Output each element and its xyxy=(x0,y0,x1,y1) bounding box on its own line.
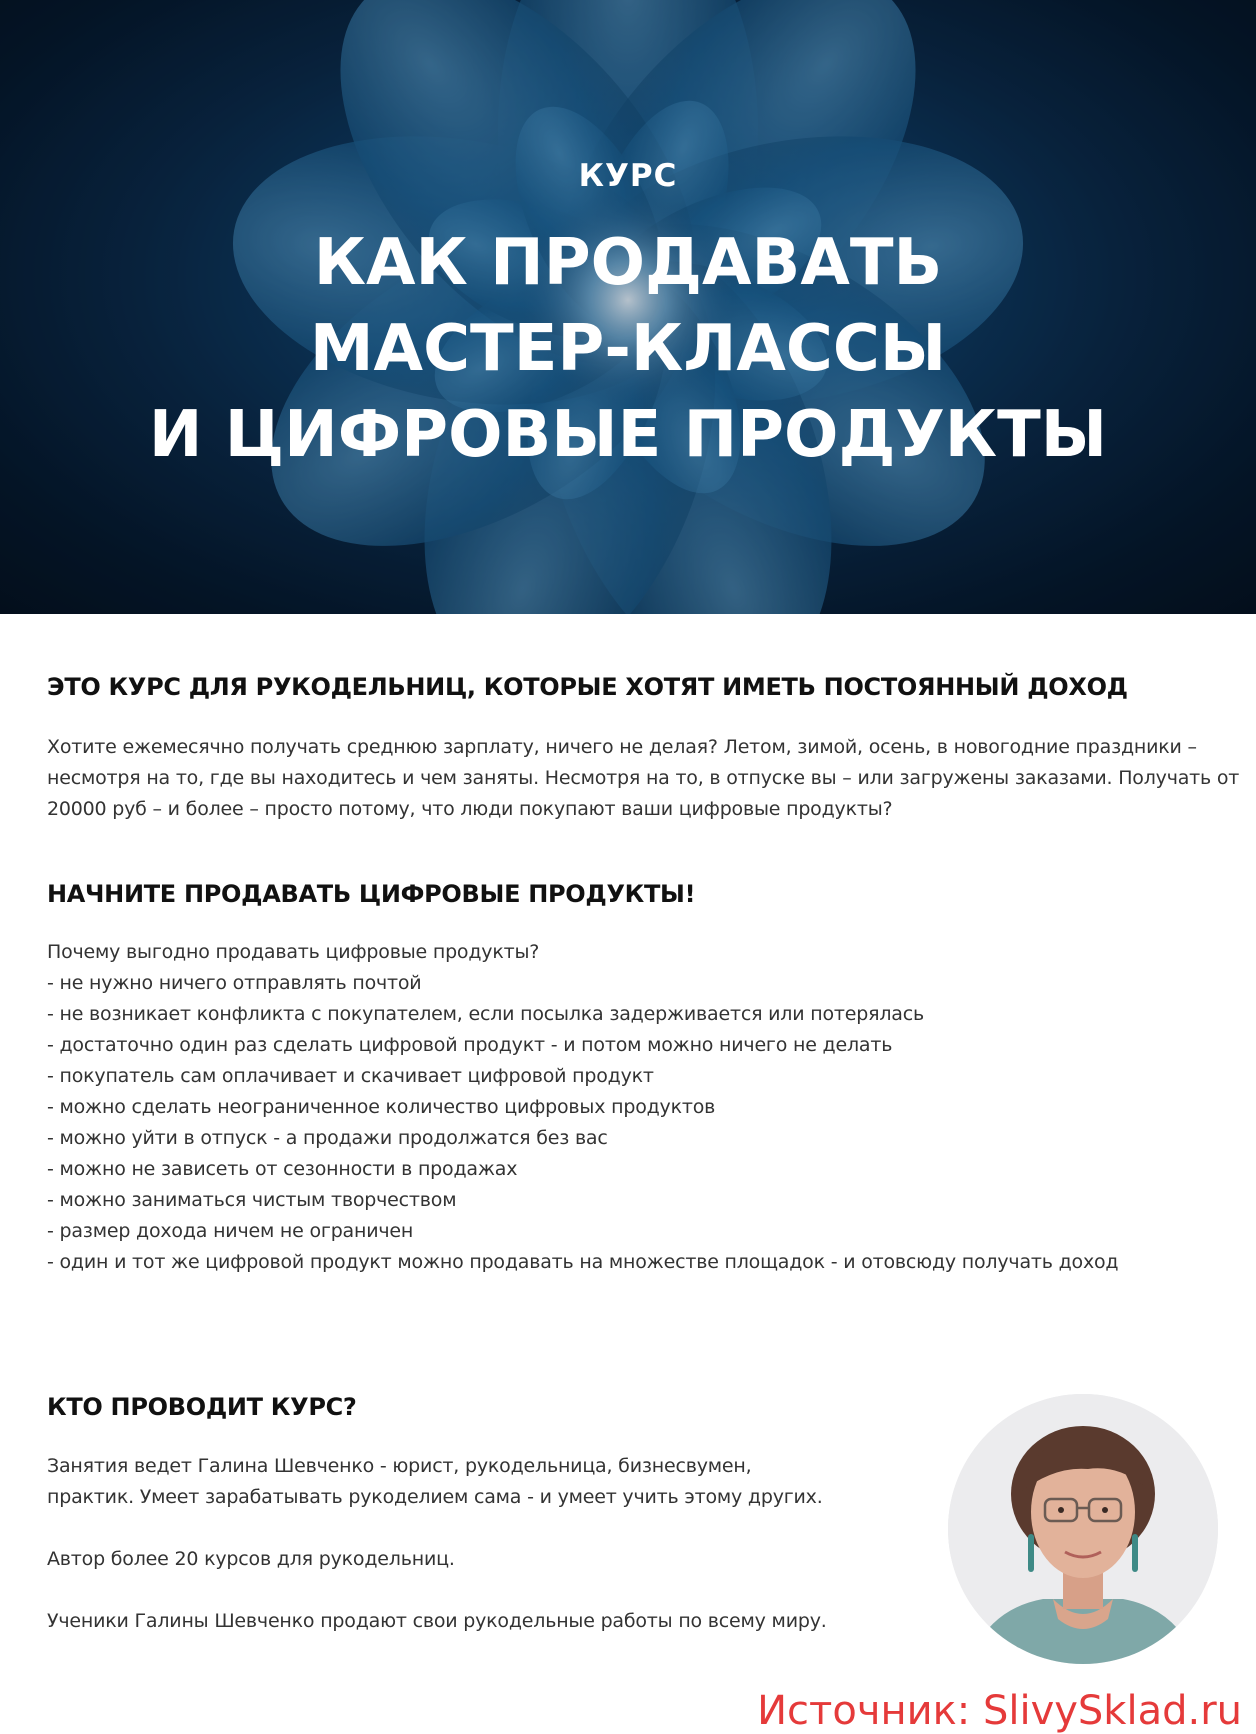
list-item: - размер дохода ничем не ограничен xyxy=(47,1220,414,1242)
list-item: - можно уйти в отпуск - а продажи продолжатся без вас xyxy=(47,1127,608,1149)
paragraph-line: практик. Умеет зарабатывать рукоделием сама - и умеет учить этому других. xyxy=(47,1486,823,1508)
benefits-intro: Почему выгодно продавать цифровые продукты? xyxy=(47,941,540,963)
list-item: - не нужно ничего отправлять почтой xyxy=(47,972,422,994)
audience-paragraph xyxy=(47,732,1239,825)
hero-banner xyxy=(0,0,1256,614)
author-paragraph xyxy=(47,1451,823,1513)
section-heading-author: КТО ПРОВОДИТ КУРС? xyxy=(47,1393,357,1421)
list-item: - можно не зависеть от сезонности в продажах xyxy=(47,1158,518,1180)
list-item: - можно заниматься чистым творчеством xyxy=(47,1189,457,1211)
author-students-text: Ученики Галины Шевченко продают свои рукодельные работы по всему миру. xyxy=(47,1610,827,1632)
paragraph-line: Занятия ведет Галина Шевченко - юрист, рукодельница, бизнесвумен, xyxy=(47,1455,752,1477)
list-item: - можно сделать неограниченное количество цифровых продуктов xyxy=(47,1096,716,1118)
course-title xyxy=(0,220,1256,478)
course-kicker: КУРС xyxy=(578,158,678,194)
paragraph-line: Хотите ежемесячно получать среднюю зарплату, ничего не делая? Летом, зимой, осень, в новогодние праздники – xyxy=(47,736,1197,758)
list-item: - достаточно один раз сделать цифровой продукт - и потом можно ничего не делать xyxy=(47,1034,893,1056)
list-item: - покупатель сам оплачивает и скачивает цифровой продукт xyxy=(47,1065,654,1087)
benefits-list xyxy=(47,937,1118,1278)
list-item: - один и тот же цифровой продукт можно продавать на множестве площадок - и отовсюду получать доход xyxy=(47,1251,1119,1273)
title-line: И ЦИФРОВЫЕ ПРОДУКТЫ xyxy=(148,398,1108,472)
author-courses-text: Автор более 20 курсов для рукодельниц. xyxy=(47,1548,455,1570)
paragraph-line: 20000 руб – и более – просто потому, что люди покупают ваши цифровые продукты? xyxy=(47,798,893,820)
title-line: МАСТЕР-КЛАССЫ xyxy=(309,312,947,386)
section-heading-audience: ЭТО КУРС ДЛЯ РУКОДЕЛЬНИЦ, КОТОРЫЕ ХОТЯТ ИМЕТЬ ПОСТОЯННЫЙ ДОХОД xyxy=(47,673,1128,701)
section-heading-digital: НАЧНИТЕ ПРОДАВАТЬ ЦИФРОВЫЕ ПРОДУКТЫ! xyxy=(47,880,696,908)
list-item: - не возникает конфликта с покупателем, если посылка задерживается или потерялась xyxy=(47,1003,924,1025)
title-line: КАК ПРОДАВАТЬ xyxy=(313,226,943,300)
source-watermark: Источник: SlivySklad.ru xyxy=(757,1688,1242,1734)
paragraph-line: несмотря на то, где вы находитесь и чем заняты. Несмотря на то, в отпуске вы – или загружены заказами. Получать от xyxy=(47,767,1240,789)
author-avatar xyxy=(948,1394,1218,1664)
author-portrait-image xyxy=(948,1394,1218,1664)
